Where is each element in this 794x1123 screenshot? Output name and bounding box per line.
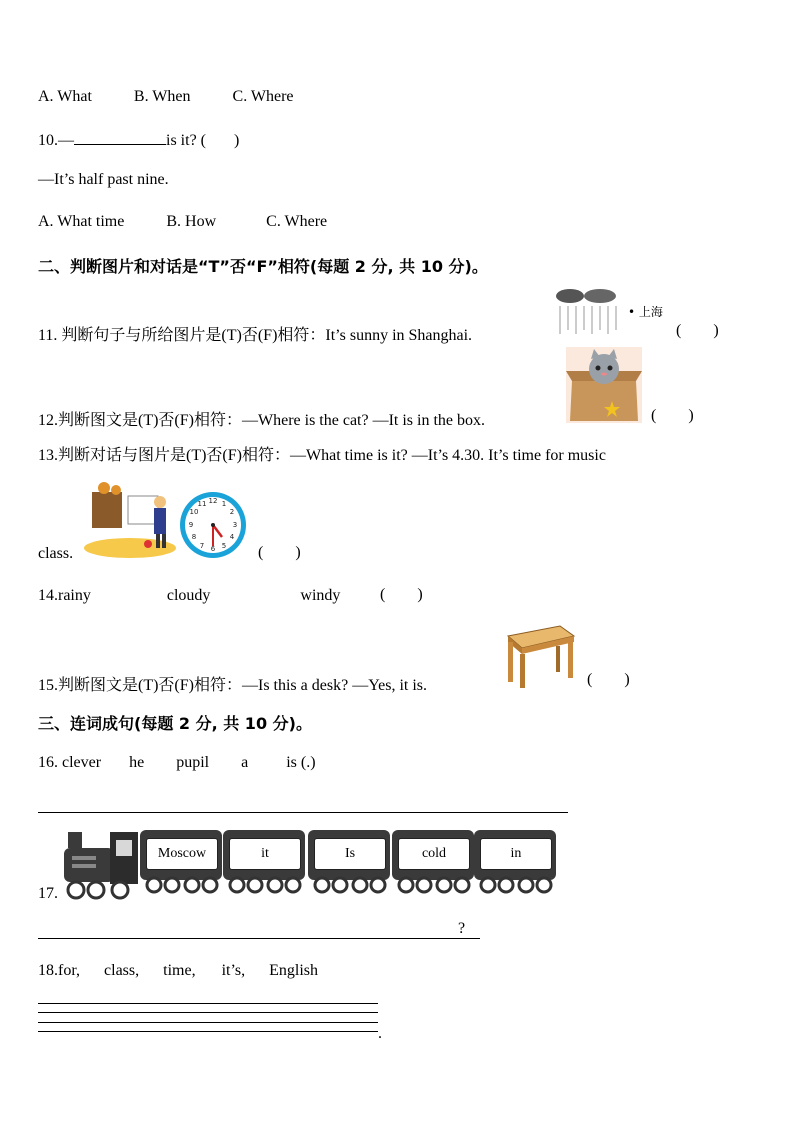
svg-text:6: 6	[210, 545, 216, 553]
q10-option-c: C. Where	[266, 213, 328, 230]
q18-word-5: English	[269, 962, 319, 979]
train-car-4-word: cold	[398, 838, 470, 870]
clock-image	[178, 490, 248, 560]
q18-period: .	[378, 1025, 382, 1042]
q16-word-1: 16. clever	[38, 754, 102, 771]
q10-suffix: is it? (	[166, 132, 206, 149]
q9-option-c: C. Where	[232, 88, 294, 105]
section3-heading: 三、连词成句(每题 2 分, 共 10 分)。	[38, 714, 312, 733]
svg-text:4: 4	[229, 533, 235, 541]
q16-words	[38, 754, 316, 772]
music-class-image	[82, 478, 180, 560]
q18-answer-line-1[interactable]	[38, 1003, 378, 1004]
q10-option-b: B. How	[166, 213, 217, 230]
q14-answer-paren[interactable]: ( )	[380, 586, 423, 603]
q16-word-5: is (.)	[286, 754, 316, 771]
q11-text: 11. 判断句子与所给图片是(T)否(F)相符：It’s sunny in Shanghai.	[38, 327, 473, 344]
q18-word-4: it’s,	[221, 962, 246, 979]
train-wheels	[140, 872, 560, 898]
q18-word-3: time,	[163, 962, 196, 979]
q13-answer-paren[interactable]: ( )	[258, 544, 301, 561]
svg-text:2: 2	[229, 508, 235, 516]
rain-cloud-image	[552, 286, 626, 338]
q10-options	[38, 213, 327, 231]
q10-prefix: 10.—	[38, 132, 74, 149]
q14-words	[38, 587, 340, 605]
svg-text:12: 12	[208, 497, 218, 505]
train-car-5-word: in	[480, 838, 552, 870]
q18-answer-line-4[interactable]	[38, 1031, 378, 1032]
svg-text:8: 8	[191, 533, 197, 541]
q18-words	[38, 962, 318, 980]
q12-answer-paren[interactable]: ( )	[651, 407, 694, 424]
q16-word-4: a	[241, 754, 249, 771]
svg-text:9: 9	[188, 521, 194, 529]
q17-answer-line[interactable]	[38, 938, 480, 939]
q14-word-3: windy	[300, 587, 341, 604]
q9-option-a: A. What	[38, 88, 92, 105]
shanghai-label: • 上海	[628, 305, 663, 319]
q17-question-mark: ?	[458, 920, 466, 937]
q10-option-a: A. What time	[38, 213, 125, 230]
q14-word-2: cloudy	[166, 587, 211, 604]
q12-text: 12.判断图文是(T)否(F)相符：—Where is the cat? —It is in the box.	[38, 412, 486, 429]
q9-options	[38, 88, 294, 106]
svg-text:5: 5	[221, 542, 227, 550]
cat-in-box-image	[566, 347, 642, 423]
q9-option-b: B. When	[133, 88, 191, 105]
q10-reply: —It’s half past nine.	[38, 171, 169, 188]
q16-word-3: pupil	[176, 754, 210, 771]
svg-text:1: 1	[221, 500, 227, 508]
q16-word-2: he	[129, 754, 145, 771]
q18-answer-line-2[interactable]	[38, 1012, 378, 1013]
locomotive-image	[62, 828, 142, 900]
q13-text-cont: class.	[38, 545, 74, 562]
q10-close: )	[234, 132, 240, 149]
svg-text:11: 11	[197, 500, 207, 508]
train-car-2-word: it	[229, 838, 301, 870]
q11-answer-paren[interactable]: ( )	[676, 322, 719, 339]
q13-text: 13.判断对话与图片是(T)否(F)相符：—What time is it? —It’s 4.30. It’s time for music	[38, 447, 606, 464]
q15-answer-paren[interactable]: ( )	[587, 671, 630, 688]
svg-text:10: 10	[189, 508, 199, 516]
q16-answer-line[interactable]	[38, 812, 568, 813]
desk-image	[498, 622, 578, 690]
q18-answer-line-3[interactable]	[38, 1022, 378, 1023]
q15-text: 15.判断图文是(T)否(F)相符：—Is this a desk? —Yes, it is.	[38, 677, 428, 694]
svg-text:3: 3	[232, 521, 238, 529]
train-car-3-word: Is	[314, 838, 386, 870]
train-car-1-word: Moscow	[146, 838, 218, 870]
q18-word-1: 18.for,	[38, 962, 81, 979]
q17-number: 17.	[38, 885, 58, 902]
q10-blank	[74, 130, 166, 145]
svg-text:7: 7	[199, 542, 205, 550]
q14-word-1: 14.rainy	[38, 587, 91, 604]
section2-heading: 二、判断图片和对话是“T”否“F”相符(每题 2 分, 共 10 分)。	[38, 257, 488, 276]
q18-word-2: class,	[104, 962, 140, 979]
q10-question	[38, 130, 239, 150]
